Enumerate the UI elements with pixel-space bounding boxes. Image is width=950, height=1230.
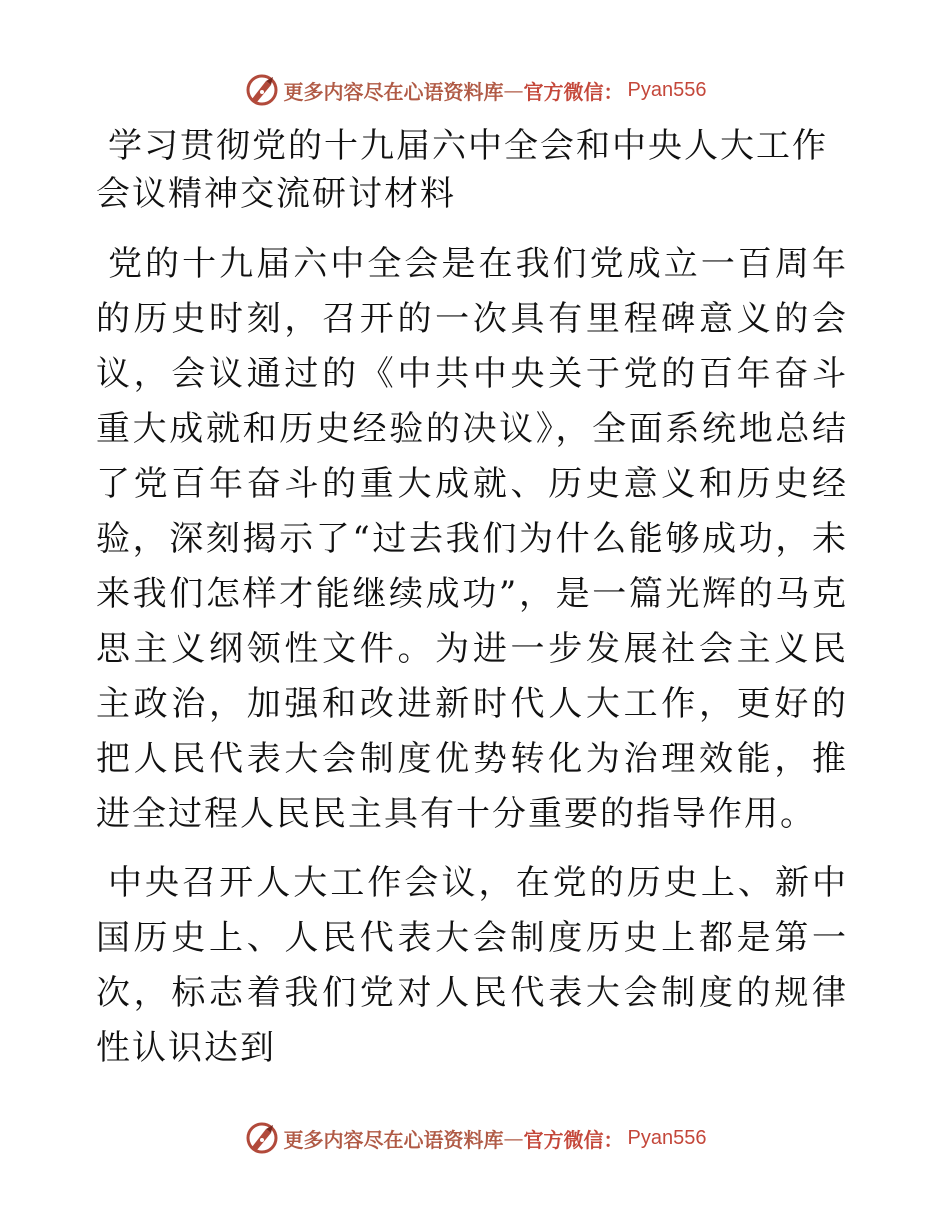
watermark-brand <box>244 72 707 108</box>
footer-watermark <box>0 1118 950 1158</box>
document-title: 学习贯彻党的十九届六中全会和中央人大工作会议精神交流研讨材料 <box>96 126 828 214</box>
watermark-dash: — <box>503 78 524 102</box>
paragraph-2: 中央召开人大工作会议，在党的历史上、新中国历史上、人民代表大会制度历史上都是第一次，标志着我们党对人民代表大会制度的规律性认识达到 <box>96 863 848 1068</box>
document-body <box>96 122 848 1076</box>
watermark-brand-text: 更多内容尽在心语资料库 <box>283 79 504 104</box>
watermark-wechat-id: Pyan556 <box>627 78 707 101</box>
watermark-official-label: 官方微信： <box>523 79 624 104</box>
watermark-official-label: 官方微信： <box>523 1127 624 1152</box>
watermark-brand-text: 更多内容尽在心语资料库 <box>283 1127 504 1152</box>
pen-nib-logo-icon <box>244 72 280 108</box>
watermark-brand-footer <box>244 1120 707 1156</box>
header-watermark <box>0 70 950 110</box>
watermark-dash: — <box>503 1126 524 1150</box>
pen-nib-logo-icon <box>244 1120 280 1156</box>
paragraph-1: 党的十九届六中全会是在我们党成立一百周年的历史时刻，召开的一次具有里程碑意义的会议，会议通过的《中共中央关于党的百年奋斗重大成就和历史经验的决议》，全面系统地总结了党百年奋斗的重大成就、历史意义和历史经验，深刻揭示了“过去我们为什么能够成功，未来我们怎样才能继续成功”，是一篇光辉的马克思主义纲领性文件。为进一步发展社会主义民主政治，加强和改进新时代人大工作，更好的把人民代表大会制度优势转化为治理效能，推进全过程人民民主具有十分重要的指导作用。 <box>96 244 848 834</box>
watermark-wechat-id: Pyan556 <box>627 1126 707 1149</box>
